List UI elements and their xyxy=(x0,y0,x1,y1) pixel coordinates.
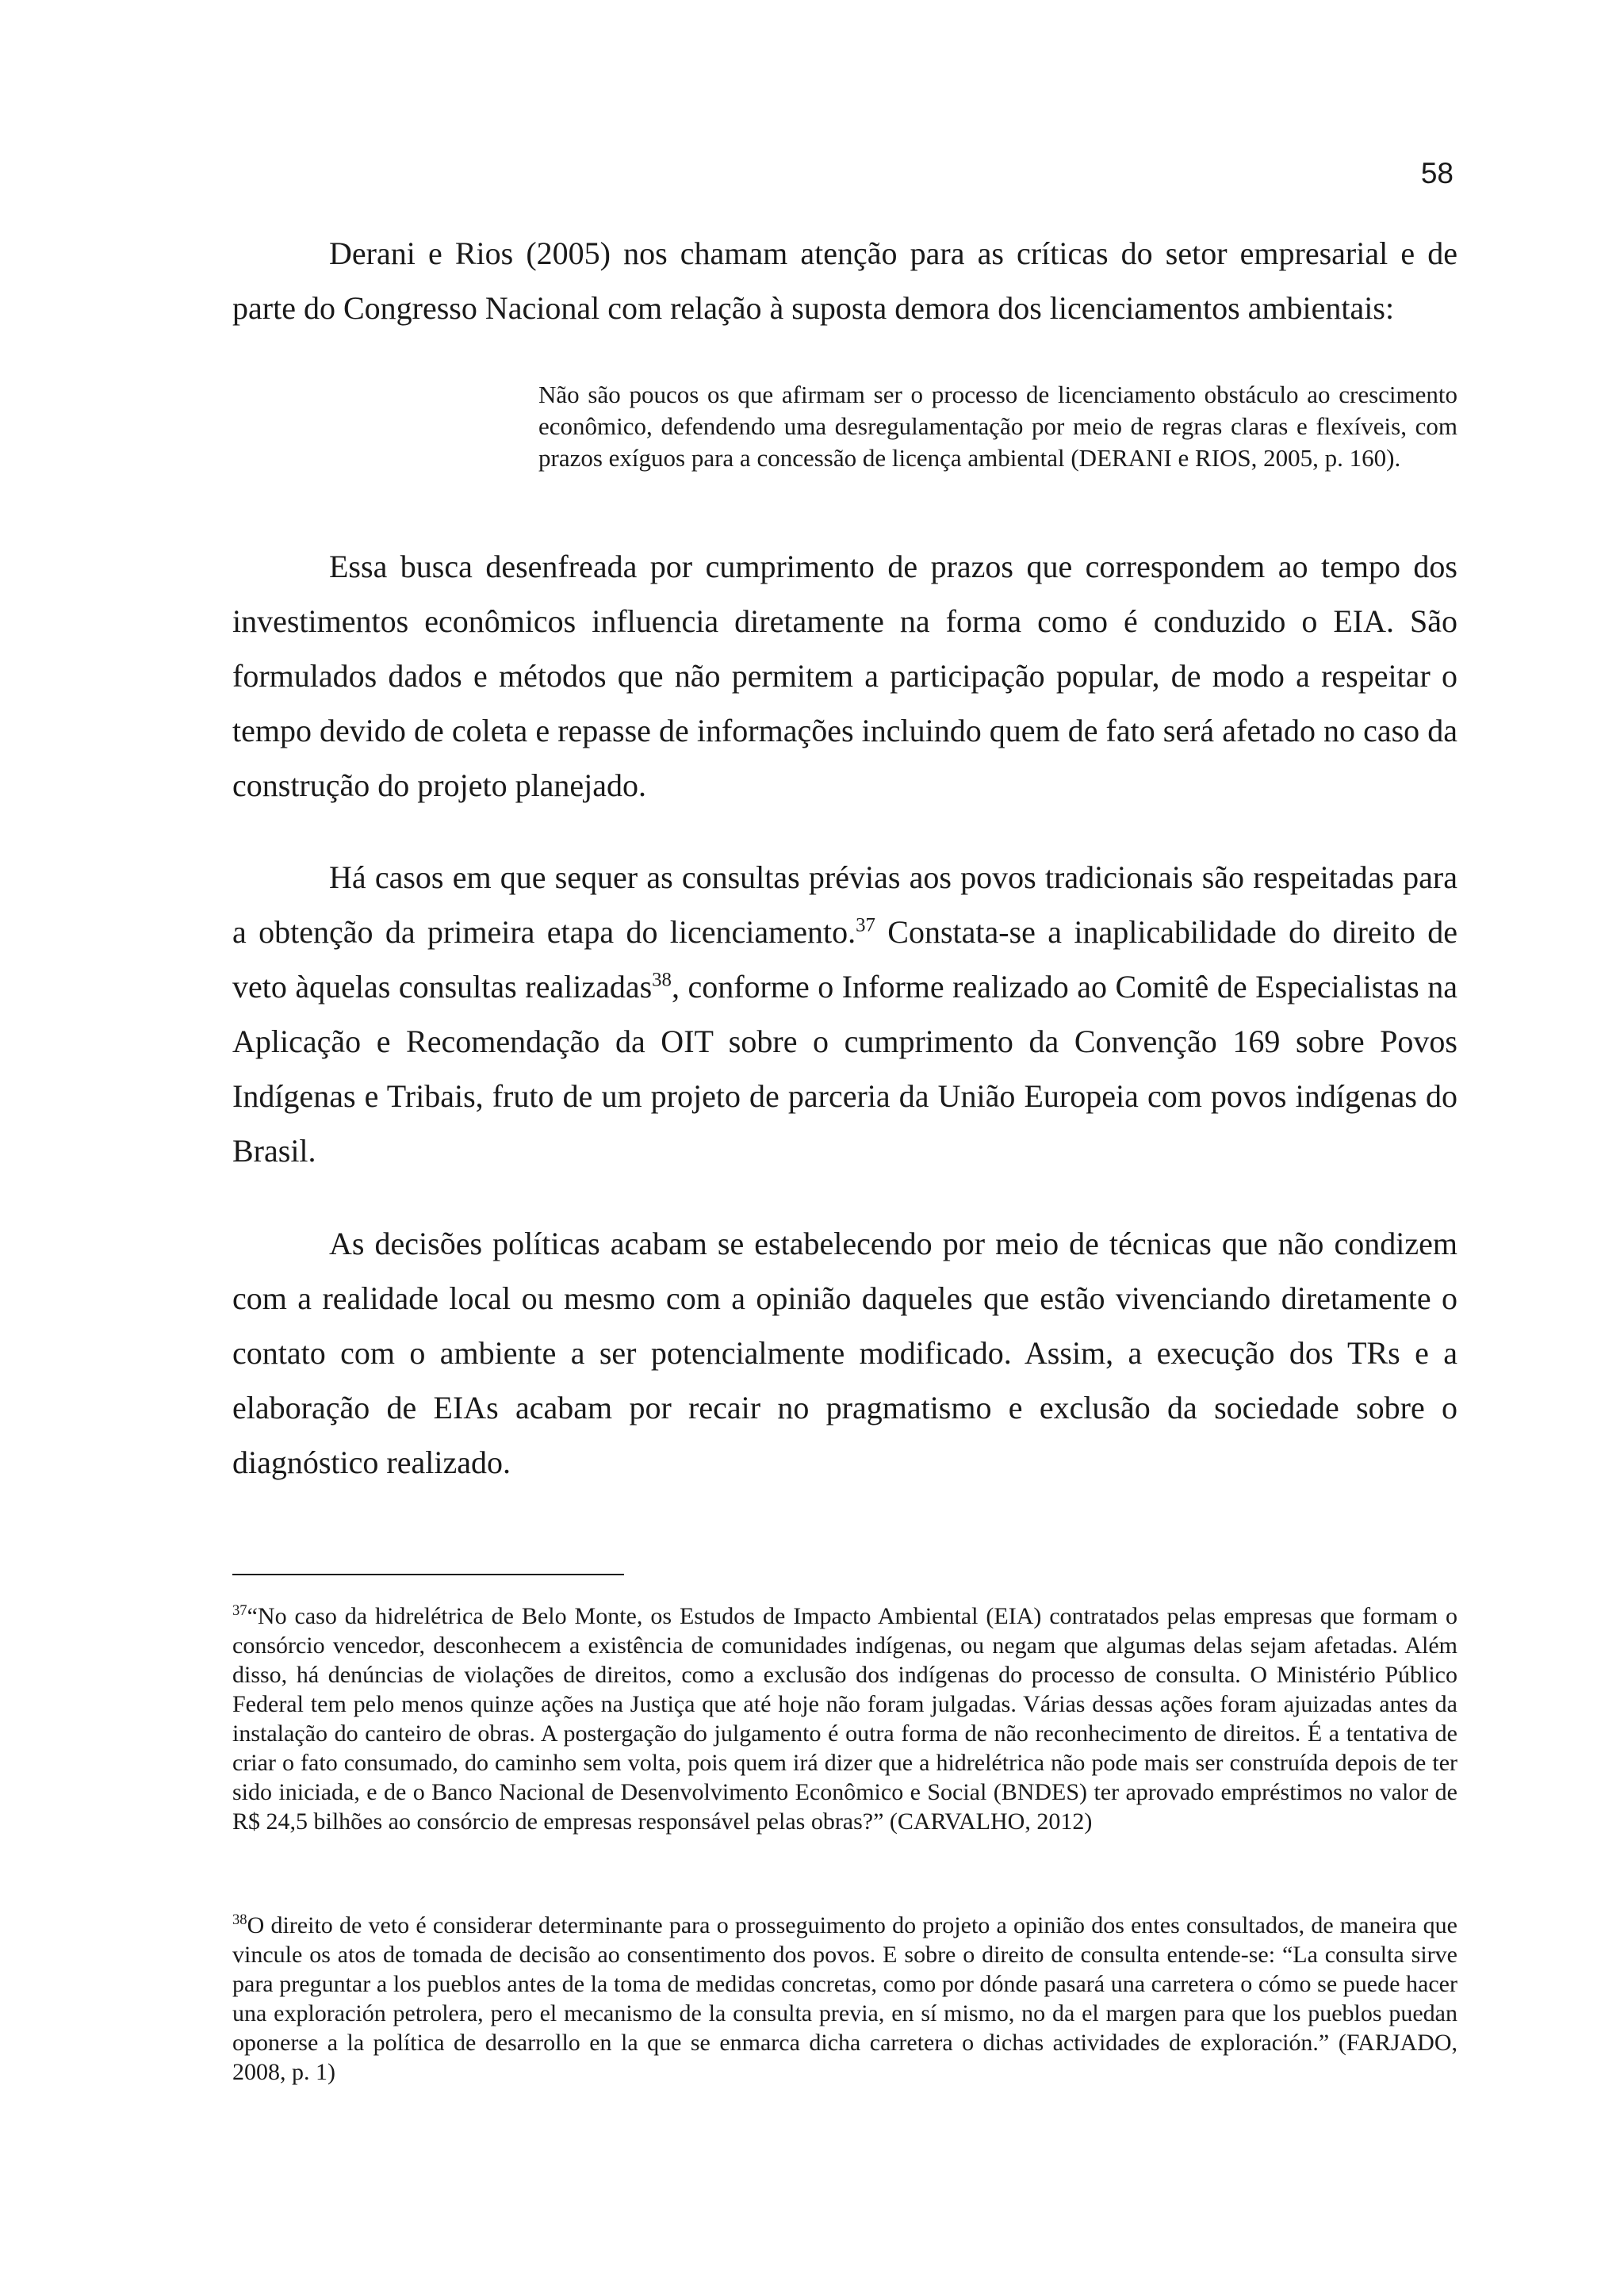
footnote-38-text: O direito de veto é considerar determinante para o prosseguimento do projeto a opinião dos entes consultados, de maneira que vincule os atos de tomada de decisão ao consentimento dos povos. E sobre o direito de consulta entende-se: “La consulta sirve para preguntar a los pueblos antes de la toma de medidas concretas, como por dónde pasará una carretera o cómo se puede hacer una exploración petrolera, pero el mecanismo de la consulta previa, en sí mismo, no da el margen para que los pueblos puedan oponerse a la política de desarrollo en la que se enmarca dicha carretera o dichas actividades de exploración.” (FARJADO, 2008, p. 1) xyxy=(232,1912,1457,2085)
page-number: 58 xyxy=(1420,157,1454,189)
block-quote: Não são poucos os que afirmam ser o processo de licenciamento obstáculo ao crescimento econômico, defendendo uma desregulamentação por meio de regras claras e flexíveis, com prazos exíguos para a concessão de licença ambiental (DERANI e RIOS, 2005, p. 160). xyxy=(538,381,1457,472)
footnote-37 xyxy=(232,1601,1457,1836)
footnote-marker-37: 37 xyxy=(232,1602,247,1619)
paragraph-deadlines: Essa busca desenfreada por cumprimento de prazos que correspondem ao tempo dos investimentos econômicos influencia diretamente na forma como é conduzido o EIA. São formulados dados e métodos que não permitem a participação popular, de modo a respeitar o tempo devido de coleta e repasse de informações incluindo quem de fato será afetado no caso da construção do projeto planejado. xyxy=(232,549,1457,803)
paragraph-consultations-part3: , conforme o Informe realizado ao Comitê de Especialistas na Aplicação e Recomendação da OIT sobre o cumprimento da Convenção 169 sobre Povos Indígenas e Tribais, fruto de um projeto de parceria da União Europeia com povos indígenas do Brasil. xyxy=(232,969,1457,1169)
footnote-37-text: “No caso da hidrelétrica de Belo Monte, os Estudos de Impacto Ambiental (EIA) contratados pelas empresas que formam o consórcio vencedor, desconhecem a existência de comunidades indígenas, ou negam que algumas delas sejam afetadas. Além disso, há denúncias de violações de direitos, como a exclusão dos indígenas do processo de consulta. O Ministério Público Federal tem pelo menos quinze ações na Justiça que até hoje não foram julgadas. Várias dessas ações foram ajuizadas antes da instalação do canteiro de obras. A postergação do julgamento é outra forma de não reconhecimento de direitos. É a tentativa de criar o fato consumado, do caminho sem volta, pois quem irá dizer que a hidrelétrica não pode mais ser construída depois de ter sido iniciada, e de o Banco Nacional de Desenvolvimento Econômico e Social (BNDES) ter aprovado empréstimos no valor de R$ 24,5 bilhões ao consórcio de empresas responsável pelas obras?” (CARVALHO, 2012) xyxy=(232,1603,1457,1835)
paragraph-consultations xyxy=(232,850,1457,1178)
paragraph-consultations-part1: Há casos em que sequer as consultas prévias aos povos tradicionais são respeitadas para a obtenção da primeira etapa do licenciamento. xyxy=(232,859,1457,950)
footnote-separator xyxy=(232,1574,624,1575)
paragraph-political-decisions: As decisões políticas acabam se estabelecendo por meio de técnicas que não condizem com a realidade local ou mesmo com a opinião daqueles que estão vivenciando diretamente o contato com o ambiente a ser potencialmente modificado. Assim, a execução dos TRs e a elaboração de EIAs acabam por recair no pragmatismo e exclusão da sociedade sobre o diagnóstico realizado. xyxy=(232,1226,1457,1480)
paragraph-intro: Derani e Rios (2005) nos chamam atenção para as críticas do setor empresarial e de parte do Congresso Nacional com relação à suposta demora dos licenciamentos ambientais: xyxy=(232,235,1457,326)
footnote-ref-38[interactable]: 38 xyxy=(652,969,672,991)
footnote-ref-37[interactable]: 37 xyxy=(856,914,875,936)
paragraph-consultations-part2: Constata-se a inaplicabilidade do direito de veto àquelas consultas realizadas xyxy=(232,914,1457,1004)
footnote-38 xyxy=(232,1911,1457,2087)
footnote-marker-38: 38 xyxy=(232,1911,247,1928)
